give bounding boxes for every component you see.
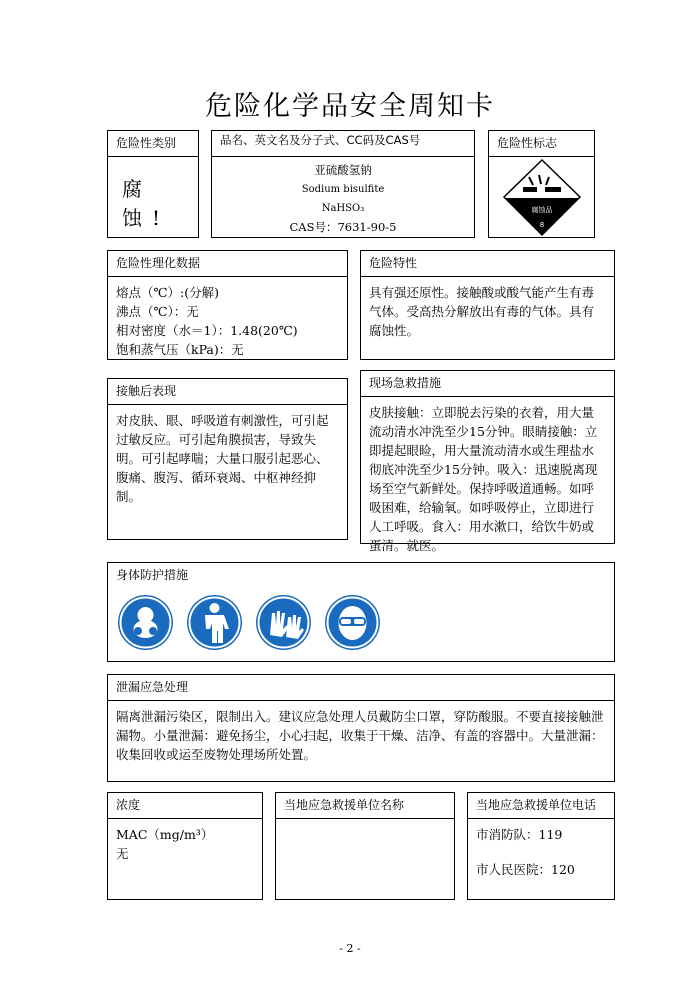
page-title: 危险化学品安全周知卡 <box>205 91 495 122</box>
hazard-class-box <box>107 130 199 238</box>
hazard-sign-number: 8 <box>539 221 545 229</box>
rescue-unit-box <box>275 792 455 900</box>
leak-header: 泄漏应急处理 <box>108 675 614 701</box>
mac-label: MAC（mg/m³） <box>116 827 214 842</box>
hazard-sign-header: 危险性标志 <box>489 131 594 157</box>
page-number: - 2 - <box>339 942 361 955</box>
hazard-props-header: 危险特性 <box>361 251 614 277</box>
cas-number: CAS号：7631-90-5 <box>289 220 397 234</box>
protective-suit-icon <box>187 595 242 650</box>
protection-header: 身体防护措施 <box>116 568 189 582</box>
exposure-header: 接触后表现 <box>108 379 347 405</box>
hazard-class-value: 腐 蚀! <box>122 177 171 230</box>
formula: NaHSO₃ <box>321 203 365 214</box>
name-cn: 亚硫酸氢钠 <box>314 163 372 177</box>
names-box <box>211 130 475 238</box>
name-en: Sodium bisulfite <box>301 184 385 195</box>
hospital-phone: 市人民医院：120 <box>476 862 575 877</box>
physchem-line: 沸点（℃）：无 <box>116 304 199 319</box>
hazard-class-header: 危险性类别 <box>108 131 198 157</box>
leak-text: 隔离泄漏污染区，限制出入。建议应急处理人员戴防尘口罩，穿防酸服。不要直接接触泄漏物。小量泄漏：避免扬尘，小心扫起，收集于干燥、洁净、有盖的容器中。大量泄漏：收集回收或运至废物处理场所处置。 <box>116 709 604 762</box>
leak-box <box>107 674 615 782</box>
fire-phone: 市消防队：119 <box>476 827 563 842</box>
exposure-box <box>107 378 348 540</box>
concentration-box <box>107 792 263 900</box>
first-aid-header: 现场急救措施 <box>361 371 614 397</box>
exposure-text: 对皮肤、眼、呼吸道有刺激性，可引起过敏反应。可引起角膜损害，导致失明。可引起哮喘；大量口服引起恶心、腹痛、腹泻、循环衰竭、中枢神经抑制。 <box>116 413 329 504</box>
hazard-sign-label: 腐蚀品 <box>531 206 553 214</box>
physchem-line: 饱和蒸气压（kPa)：无 <box>116 342 244 357</box>
physchem-box <box>107 250 348 360</box>
rescue-unit-header: 当地应急救援单位名称 <box>276 793 454 819</box>
goggles-icon <box>325 595 380 650</box>
physchem-header: 危险性理化数据 <box>108 251 347 277</box>
concentration-header: 浓度 <box>108 793 262 819</box>
physchem-line: 熔点（℃）:(分解) <box>116 285 219 300</box>
first-aid-text: 皮肤接触：立即脱去污染的衣着，用大量流动清水冲洗至少15分钟。眼睛接触：立即提起眼睑，用大量流动清水或生理盐水彻底冲洗至少15分钟。吸入：迅速脱离现场至空气新鲜处。保持呼吸道通畅。如呼吸困难，给输氧。如呼吸停止，立即进行人工呼吸。食入：用水漱口，给饮牛奶或蛋清。就医。 <box>369 405 598 553</box>
first-aid-box <box>360 370 615 553</box>
rescue-phone-box <box>467 792 615 900</box>
protection-box <box>107 562 615 662</box>
respirator-icon <box>118 595 173 650</box>
gloves-icon <box>256 595 311 650</box>
physchem-lines <box>108 277 347 365</box>
hazard-sign-box <box>488 130 595 238</box>
physchem-line: 相对密度（水＝1）：1.48(20℃) <box>116 323 298 338</box>
hazard-props-box <box>360 250 615 360</box>
rescue-phone-header: 当地应急救援单位电话 <box>468 793 614 819</box>
mac-value: 无 <box>116 846 129 861</box>
names-header: 品名、英文名及分子式、CC码及CAS号 <box>212 131 474 157</box>
hazard-props-text: 具有强还原性。接触酸或酸气能产生有毒气体。受高热分解放出有毒的气体。具有腐蚀性。 <box>369 285 595 338</box>
corrosive-diamond-icon <box>489 157 596 237</box>
